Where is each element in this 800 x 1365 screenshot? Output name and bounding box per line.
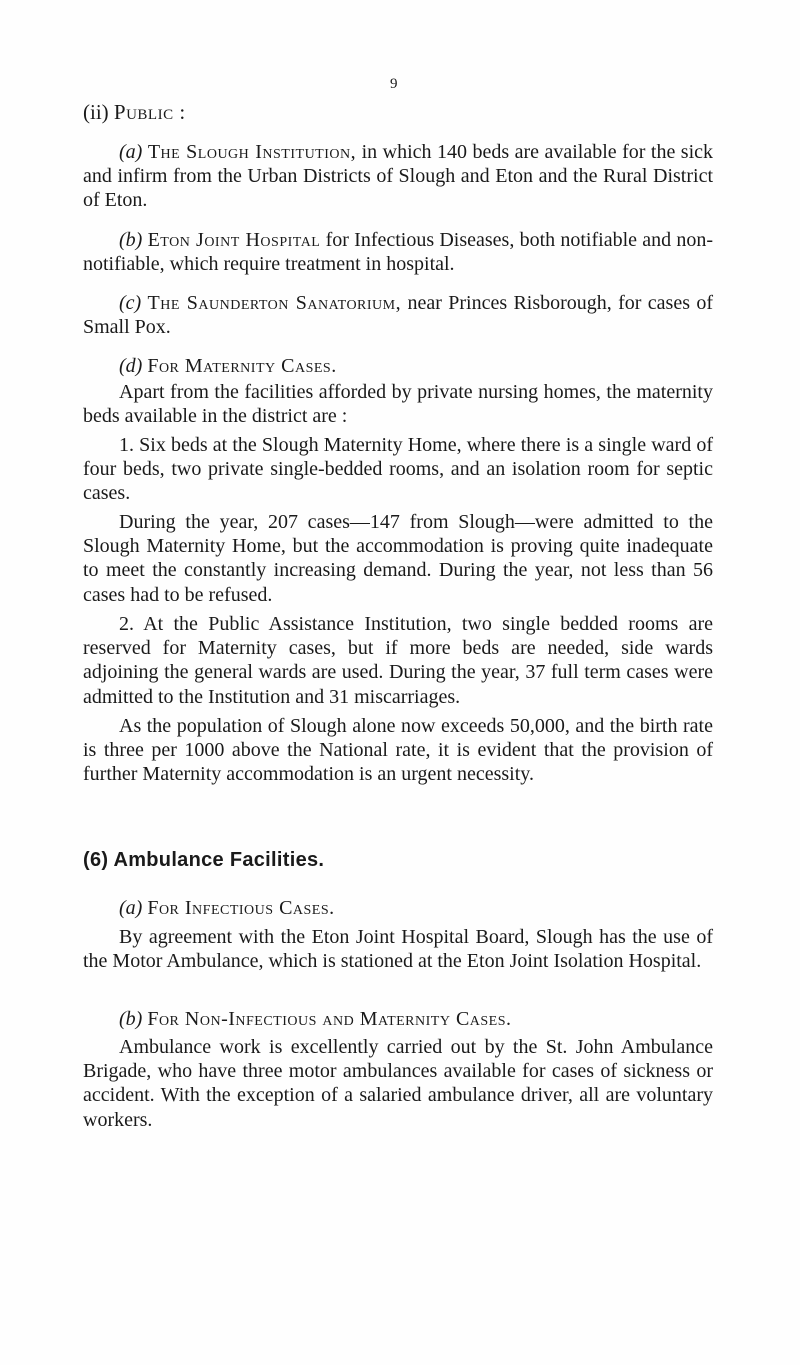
item-c-paragraph (83, 291, 713, 339)
item-b-letter: (b) (119, 229, 143, 251)
item-b-text: for Infectious Diseases, both notifiable and non-notifiable, which require treatment in hospital. (83, 229, 714, 276)
item-a-title: The Slough Institution, (147, 141, 357, 163)
ambulance-b-letter: (b) (119, 1008, 143, 1030)
item-d-letter: (d) (119, 355, 143, 377)
maternity-point-2: 2. At the Public Assistance Institution, two single bedded rooms are reserved for Maternity cases, but if more beds are needed, side wards adjoining the general wards are used. During the year, 37 full term cases were admitted to the Institution and 31 miscarriages. (83, 613, 713, 708)
ambulance-a-title: For Infectious Cases. (147, 897, 335, 919)
item-c-title: The Saunderton Sanatorium, (147, 292, 402, 314)
item-b-paragraph (83, 228, 713, 276)
page-number: 9 (390, 76, 398, 92)
ambulance-heading: (6) Ambulance Facilities. (83, 849, 325, 871)
public-heading-title: Public : (113, 100, 186, 124)
public-heading (83, 100, 713, 124)
ambulance-a-letter: (a) (119, 897, 143, 919)
item-c-text: near Princes Risborough, for cases of Small Pox. (83, 292, 713, 339)
ambulance-b-heading (83, 1007, 713, 1031)
item-d-heading (83, 354, 713, 378)
ambulance-a-heading (83, 896, 713, 920)
item-a-text: in which 140 beds are available for the sick and infirm from the Urban Districts of Slough and Eton and the Rural District of Eton. (83, 141, 714, 212)
item-b-title: Eton Joint Hospital (147, 229, 321, 251)
item-c-letter: (c) (119, 292, 142, 314)
ambulance-a-text: By agreement with the Eton Joint Hospital Board, Slough has the use of the Motor Ambulance, which is stationed at the Eton Joint Isolation Hospital. (83, 926, 713, 973)
item-a-paragraph (83, 140, 713, 213)
ambulance-b-text: Ambulance work is excellently carried out by the St. John Ambulance Brigade, who have three motor ambulances available for cases of sickness or accident. With the exception of a salaried ambulance driver, all are voluntary workers. (83, 1036, 713, 1131)
item-a-letter: (a) (119, 141, 143, 163)
maternity-conclusion: As the population of Slough alone now exceeds 50,000, and the birth rate is three per 1000 above the National rate, it is evident that the provision of further Maternity accommodation is an urgent necessity. (83, 715, 713, 786)
public-heading-number: (ii) (83, 100, 109, 124)
maternity-point-1: 1. Six beds at the Slough Maternity Home, where there is a single ward of four beds, two private single-bedded rooms, and an isolation room for septic cases. (83, 434, 713, 505)
ambulance-b-title: For Non-Infectious and Maternity Cases. (147, 1008, 512, 1030)
maternity-intro: Apart from the facilities afforded by private nursing homes, the maternity beds available in the district are : (83, 381, 713, 428)
maternity-point-1-continued: During the year, 207 cases—147 from Slough—were admitted to the Slough Maternity Home, but the accommodation is proving quite inadequate to meet the constantly increasing demand. During the year, not less than 56 cases had to be refused. (83, 511, 713, 606)
item-d-title: For Maternity Cases. (147, 355, 337, 377)
